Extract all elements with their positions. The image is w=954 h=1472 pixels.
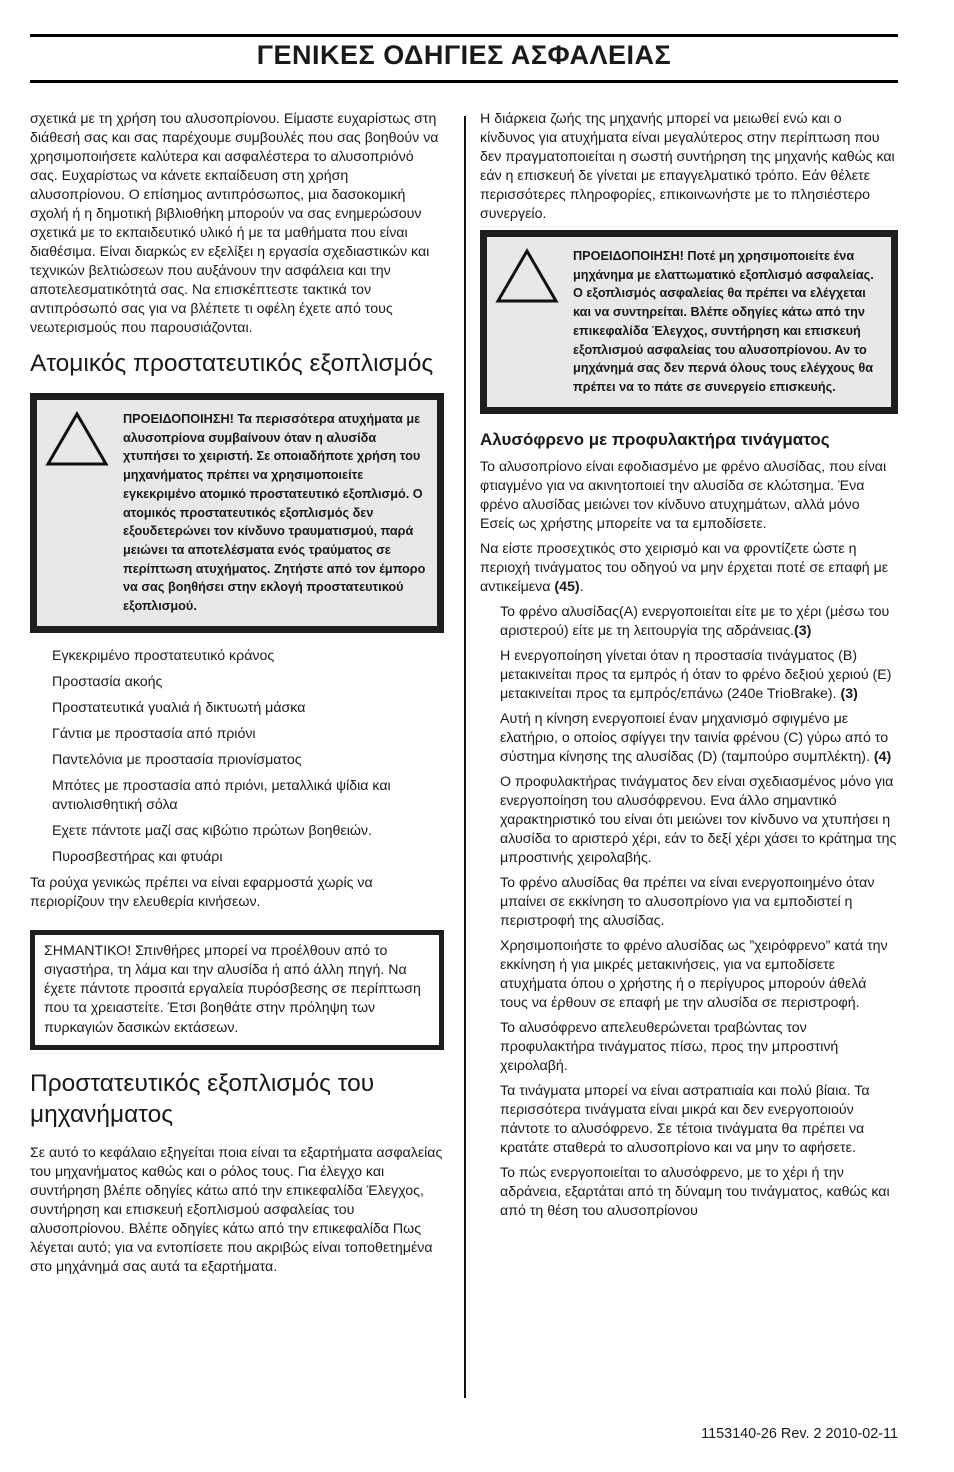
machine-paragraph: Σε αυτό το κεφάλαιο εξηγείται ποια είναι τα εξαρτήματα ασφαλείας του μηχανήματος καθώς και ο ρόλος τους. Για έλεγχο και συντήρηση βλέπε οδηγίες κάτω από την επικεφαλίδα Έλεγχος, συντήρηση και επισκευή εξοπλισμού ασφαλείας του αλυσοπρίονου. Βλέπε οδηγίες κάτω από την επικεφαλίδα Πως λέγεται αυτό; για να εντοπίσετε που ακριβώς είναι τοποθετημένα στο μηχάνημά σας αυτά τα εξαρτήματα. (30, 1144, 443, 1275)
column-divider (464, 116, 466, 1398)
list-item: Πυροσβεστήρας και φτυάρι (52, 848, 223, 865)
heading-machine-safety-equipment: Προστατευτικός εξοπλισμός του μηχανήματος (30, 1069, 375, 1128)
brake-paragraph: Το αλυσόφρενο απελευθερώνεται τραβώντας τον προφυλακτήρα τινάγματος πίσω, προς την μπροστινή χειρολαβή. (500, 1019, 839, 1074)
maintenance-paragraph: Η διάρκεια ζωής της μηχανής μπορεί να μειωθεί ενώ και ο κίνδυνος για ατυχήματα είναι μεγαλύτερος στην περίπτωση που δεν πραγματοποιείται η σωστή συντήρηση της μηχανής καθώς και εάν η επισκευή δε γίνεται με επαγγελματικό τρόπο. Εάν θέλετε περισσότερες πληροφορίες, επικοινωνήστε με το πλησιέστερο συνεργείο. (480, 111, 895, 222)
intro-paragraph: σχετικά με τη χρήση του αλυσοπρίονου. Είμαστε ευχαρίστως στη διάθεσή σας και σας παρέχουμε συμβουλές που σας βοηθούν να χρησιμοποιήσετε καλύτερα και ασφαλέστερα το αλυσοπριόνό σας. Ευχαρίστως να κάνετε εκπαίδευση στη χρήση αλυσοπρίονου. Ο επίσημος αντιπρόσωπος, μια δασοκομική σχολή ή η δημοτική βιβλιοθήκη μπορούν να σας ενημερώσουν σχετικά με το εκπαιδευτικό υλικό ή με τα μαθήματα που είναι διαθέσιμα. Είναι διαρκώς εν εξελίξει η εργασία σχεδιαστικών και τεχνικών βελτιώσεων που αυξάνουν την ασφάλεια και την αποτελεσματικότητά σας. Να επισκέπτεστε τακτικά τον αντιπρόσωπό σας για να βλέπετε τι οφέλη έχετε από τους νεωτερισμούς που παρουσιάζονται. (30, 111, 439, 336)
brake-paragraph: Τα τινάγματα μπορεί να είναι αστραπιαία και πολύ βίαια. Τα περισσότερα τινάγματα είναι μικρά και δεν ενεργοποιούν πάντοτε το αλυσόφρενο. Σε τέτοια τινάγματα θα πρέπει να κρατάτε σταθερά το αλυσοπρίονο και να μην το αφήσετε. (500, 1082, 870, 1156)
list-item: Γάντια με προστασία από πριόνι (52, 725, 256, 742)
header-rule-top (30, 34, 898, 37)
figure-ref: (4) (873, 748, 892, 765)
list-item: Παντελόνια με προστασία πριονίσματος (52, 751, 302, 768)
warning-text: ΠΡΟΕΙΔΟΠΟΙΗΣΗ! Ποτέ μη χρησιμοποιείτε ένα μηχάνημα με ελαττωματικό εξοπλισμό ασφαλείας. Ο εξοπλισμός ασφαλείας θα πρέπει να ελέγχεται και να συντηρείται. Βλέπε οδηγίες κάτω από την επικεφαλίδα Έλεγχος, συντήρηση και επισκευή εξοπλισμού ασφαλείας του αλυσοπρίονου. Αν το μηχάνημά σας δεν περνά όλους τους ελέγχους θα πρέπει να το πάτε σε συνεργείο επισκευής. (573, 249, 874, 394)
heading-personal-protective-equipment: Ατομικός προστατευτικός εξοπλισμός (30, 350, 434, 377)
document-reference: 1153140-26 Rev. 2 2010-02-11 (701, 1426, 898, 1442)
brake-paragraph: Το φρένο αλυσίδας θα πρέπει να είναι ενεργοποιημένο όταν μπαίνει σε εκκίνηση το αλυσοπρίονο για να εμποδιστεί η περιστροφή της αλυσίδας. (500, 874, 875, 929)
figure-ref: (45) (554, 578, 580, 595)
brake-paragraph: Το αλυσοπρίονο είναι εφοδιασμένο με φρένο αλυσίδας, που είναι φτιαγμένο για να ακινητοποιεί την αλυσίδα σε κλώτσημα. Ένα φρένο αλυσίδας μειώνει τον κίνδυνο ατυχημάτων, αλλά μόνο Εσείς ως χρήστης μπορείτε να τα εμποδίσετε. (480, 458, 887, 532)
warning-box-defective-equipment (480, 230, 898, 414)
heading-chain-brake: Αλυσόφρενο με προφυλακτήρα τινάγματος (480, 429, 830, 449)
list-item: Εγκεκριμένο προστατευτικό κράνος (52, 647, 275, 664)
brake-paragraph: Η ενεργοποίηση γίνεται όταν η προστασία τινάγματος (B) μετακινείται προς τα εμπρός ή όταν το φρένο δεξιού χεριού (E) μετακινείται προς τα εμπρός/επάνω (240e TrioBrake). (3) (500, 647, 892, 702)
brake-paragraph: Το πώς ενεργοποιείται το αλυσόφρενο, με το χέρι ή την αδράνεια, εξαρτάται από τη δύναμη του τινάγματος, καθώς και από τη θέση του αλυσοπρίονου (500, 1164, 890, 1219)
warning-triangle-icon (495, 247, 559, 305)
brake-paragraph: Ο προφυλακτήρας τινάγματος δεν είναι σχεδιασμένος μόνο για ενεργοποίηση του αλυσόφρενου. Ενα άλλο σημαντικό χαρακτηριστικό του είναι ότι μειώνει τον κίνδυνο να χτυπήσει η αλυσίδα το αριστερό χέρι, εάν το δεξί χέρι χάσει το κράτημα της μπροστινής χειρολαβής. (500, 773, 897, 866)
brake-paragraph: Χρησιμοποιήστε το φρένο αλυσίδας ως ”χειρόφρενο” κατά την εκκίνηση ή για μικρές μετακινήσεις, για να εμποδίσετε ατυχήματα όπου ο χρήστης ή ο περίγυρος μπορούν άθελά τους να έρθουν σε επαφή με την αλυσίδα σε περιστροφή. (500, 937, 888, 1011)
figure-ref: (3) (840, 685, 858, 702)
brake-paragraph: Το φρένο αλυσίδας(A) ενεργοποιείται είτε με το χέρι (μέσω του αριστερού) είτε με τη λειτουργία της αδράνειας.(3) (500, 603, 890, 639)
list-item: Προστασία ακοής (52, 673, 163, 690)
left-column (30, 110, 444, 1283)
important-note-box (30, 930, 444, 1050)
important-note-text: ΣΗΜΑΝΤΙΚΟ! Σπινθήρες μπορεί να προέλθουν από το σιγαστήρα, τη λάμα και την αλυσίδα ή από άλλη πηγή. Να έχετε πάντοτε προσιτά εργαλεία πυρόσβεσης σε περίπτωση που τα χρειαστείτε. Έτσι βοηθάτε στην πρόληψη των πυρκαγιών δασικών εκτάσεων. (44, 942, 421, 1036)
list-item: Μπότες με προστασία από πριόνι, μεταλλικά ψίδια και αντιολισθητική σόλα (52, 777, 391, 813)
ppe-list (30, 647, 444, 867)
right-column (480, 110, 898, 1227)
warning-box-ppe (30, 393, 444, 633)
figure-ref: (3) (794, 622, 812, 639)
clothing-paragraph: Τα ρούχα γενικώς πρέπει να είναι εφαρμοστά χωρίς να περιορίζουν την ελευθερία κινήσεων. (30, 874, 373, 910)
list-item: Προστατευτικά γυαλιά ή δικτυωτή μάσκα (52, 699, 306, 716)
list-item: Εχετε πάντοτε μαζί σας κιβώτιο πρώτων βοηθειών. (52, 822, 372, 839)
brake-paragraph: Αυτή η κίνηση ενεργοποιεί έναν μηχανισμό σφιγμένο με ελατήριο, ο οποίος σφίγγει την ταινία φρένου (C) γύρω από το σύστημα κίνησης της αλυσίδας (D) (ταμπούρο συμπλέκτη). (4) (500, 710, 892, 765)
header-rule-bottom (30, 80, 898, 83)
warning-text: ΠΡΟΕΙΔΟΠΟΙΗΣΗ! Τα περισσότερα ατυχήματα με αλυσοπρίονα συμβαίνουν όταν η αλυσίδα χτυπήσει το χειριστή. Σε οποιαδήποτε χρήση του μηχανήματος πρέπει να χρησιμοποιείτε εγκεκριμένο ατομικό προστατευτικό εξοπλισμό. Ο ατομικός προστατευτικός εξοπλισμός δεν εξουδετερώνει τον κίνδυνο τραυματισμού, παρά μειώνει τα αποτελέσματα ενός τραύματος σε περίπτωση ατυχήματος. Ζητήστε από τον έμπορο να σας βοηθήσει στην εκλογή προστατευτικού εξοπλισμού. (123, 412, 426, 614)
page-title: ΓΕΝΙΚΕΣ ΟΔΗΓΙΕΣ ΑΣΦΑΛΕΙΑΣ (256, 40, 672, 70)
warning-triangle-icon (45, 410, 109, 468)
brake-paragraph: Να είστε προσεχτικός στο χειρισμό και να φροντίζετε ώστε η περιοχή τινάγματος του οδηγού να μην έρχεται ποτέ σε επαφή με αντικείμενα (45). (480, 540, 889, 595)
